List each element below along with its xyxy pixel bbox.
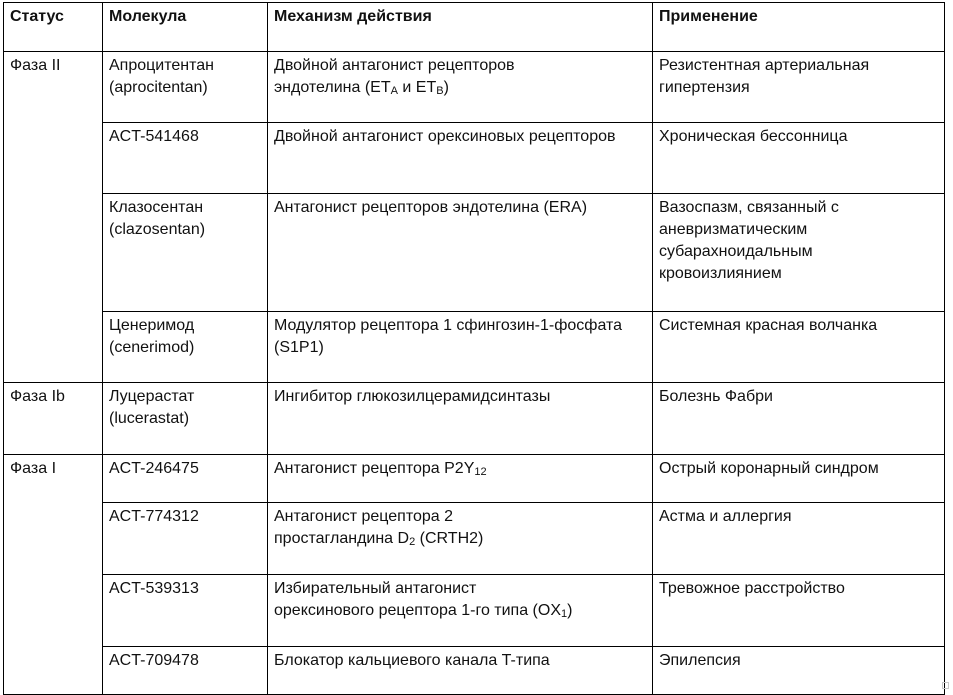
molecule-latin-name: (clazosentan) (109, 221, 206, 238)
molecule-cell (103, 455, 268, 503)
mechanism-text: Двойной антагонист рецепторов (274, 57, 515, 74)
molecule-cell (103, 123, 268, 194)
mechanism-text: Блокатор кальциевого канала T-типа (274, 652, 550, 669)
molecule-cell (103, 312, 268, 383)
mechanism-cell (268, 123, 653, 194)
mechanism-text: ) (567, 602, 573, 619)
phase-label: Фаза I (10, 460, 57, 477)
mechanism-text: ) (443, 79, 449, 96)
table-row (4, 383, 945, 455)
phase-label: Фаза Ib (10, 388, 65, 405)
molecule-latin-name: (aprocitentan) (109, 79, 208, 96)
application-text: Хроническая бессонница (659, 128, 848, 145)
mechanism-cell (268, 647, 653, 695)
table-row (4, 194, 945, 312)
mechanism-text: Модулятор рецептора 1 сфингозин-1-фосфата (S1P1) (274, 317, 623, 356)
molecule-name: ACT-246475 (109, 460, 199, 477)
mechanism-text: Избирательный антагонист (274, 580, 477, 597)
molecule-name: Клазосентан (109, 199, 204, 216)
mechanism-text: Антагонист рецептора P2Y (274, 460, 475, 477)
mechanism-text: Ингибитор глюкозилцерамидсинтазы (274, 388, 551, 405)
table-row (4, 503, 945, 575)
application-cell (653, 383, 945, 455)
application-cell (653, 52, 945, 123)
mechanism-cell (268, 455, 653, 503)
mechanism-cell (268, 383, 653, 455)
molecule-name: ACT-541468 (109, 128, 199, 145)
mechanism-text: орексинового рецептора 1-го типа (OX (274, 602, 561, 619)
phase-cell-phase-1b (4, 383, 103, 455)
molecule-name: Ценеримод (109, 317, 195, 334)
table-row (4, 575, 945, 647)
header-mechanism: Механизм действия (268, 3, 653, 52)
application-text: Вазоспазм, связанный с аневризматическим субарахноидальным кровоизлиянием (659, 199, 839, 282)
mechanism-cell (268, 503, 653, 575)
application-text: Острый коронарный синдром (659, 460, 879, 477)
mechanism-text: простагландина D (274, 530, 410, 547)
phase-cell-phase-2 (4, 52, 103, 383)
mechanism-cell (268, 52, 653, 123)
mechanism-text: Антагонист рецепторов эндотелина (ERA) (274, 199, 588, 216)
application-text: Системная красная волчанка (659, 317, 878, 334)
mechanism-text: Антагонист рецептора 2 (274, 508, 454, 525)
mechanism-text: Двойной антагонист орексиновых рецепторов (274, 128, 616, 145)
molecule-cell (103, 503, 268, 575)
application-text: Болезнь Фабри (659, 388, 773, 405)
header-molecule: Молекула (103, 3, 268, 52)
table-row (4, 312, 945, 383)
header-row (4, 3, 945, 52)
molecule-latin-name: (cenerimod) (109, 339, 195, 356)
phase-label: Фаза II (10, 57, 61, 74)
molecule-cell (103, 575, 268, 647)
application-cell (653, 123, 945, 194)
molecule-name: ACT-709478 (109, 652, 199, 669)
subscript: 12 (474, 466, 487, 478)
subscript: 1 (561, 608, 568, 620)
page-corner-mark (942, 682, 949, 689)
mechanism-cell (268, 312, 653, 383)
application-cell (653, 647, 945, 695)
molecule-name: ACT-774312 (109, 508, 199, 525)
application-cell (653, 455, 945, 503)
mechanism-cell (268, 575, 653, 647)
mechanism-text: эндотелина (ET (274, 79, 391, 96)
molecule-name: Луцерастат (109, 388, 195, 405)
molecule-latin-name: (lucerastat) (109, 410, 190, 427)
subscript: A (390, 85, 398, 97)
molecule-name: ACT-539313 (109, 580, 199, 597)
drug-pipeline-table (3, 2, 945, 695)
application-text: Эпилепсия (659, 652, 741, 669)
molecule-name: Апроцитентан (109, 57, 214, 74)
phase-cell-phase-1 (4, 455, 103, 695)
application-cell (653, 312, 945, 383)
molecule-cell (103, 52, 268, 123)
application-cell (653, 575, 945, 647)
header-application: Применение (653, 3, 945, 52)
application-cell (653, 503, 945, 575)
subscript: 2 (409, 536, 416, 548)
mechanism-text: и ET (397, 79, 437, 96)
mechanism-cell (268, 194, 653, 312)
table-row (4, 647, 945, 695)
molecule-cell (103, 194, 268, 312)
molecule-cell (103, 647, 268, 695)
application-text: Астма и аллергия (659, 508, 792, 525)
header-status: Статус (4, 3, 103, 52)
molecule-cell (103, 383, 268, 455)
mechanism-text: (CRTH2) (415, 530, 484, 547)
application-cell (653, 194, 945, 312)
table-row (4, 455, 945, 503)
application-text: Тревожное расстройство (659, 580, 845, 597)
table-row (4, 52, 945, 123)
subscript: B (436, 85, 444, 97)
table-row (4, 123, 945, 194)
application-text: Резистентная артериальная гипертензия (659, 57, 870, 96)
